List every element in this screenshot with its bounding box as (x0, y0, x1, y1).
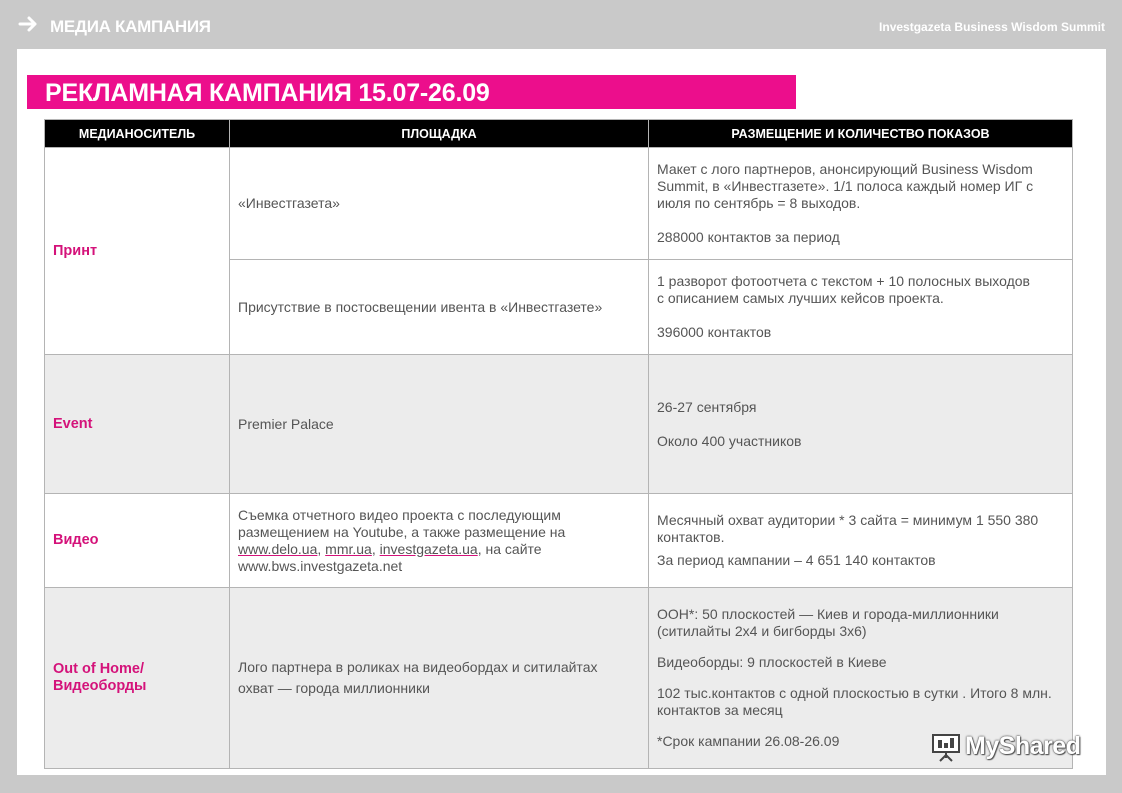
link-separator: , (317, 540, 326, 557)
summit-title: Investgazeta Business Wisdom Summit (879, 20, 1105, 34)
link-delo-ua[interactable]: www.delo.ua (238, 540, 318, 557)
arrow-right-icon (18, 14, 40, 34)
venue-cell (230, 148, 649, 260)
placement-text: OOH*: 50 плоскостей — Киев и города-миллионники (ситилайты 2х4 и бигборды 3х6) (657, 606, 999, 639)
venue-cell (230, 260, 649, 355)
venue-text (238, 507, 640, 575)
top-bar (0, 0, 1122, 48)
venue-text: Присутствие в постосвещении ивента в «Инвестгазете» (238, 298, 603, 315)
placement-text: 1 разворот фотоотчета с текстом + 10 полосных выходов (657, 273, 1030, 289)
carrier-event: Event (45, 355, 230, 494)
table-row-ooh (45, 588, 1073, 769)
placement-cell (649, 148, 1073, 260)
placement-text: Месячный охват аудитории * 3 сайта = минимум 1 550 380 контактов. (657, 512, 1039, 545)
placement-cell (649, 260, 1073, 355)
placement-text: с описанием самых лучших кейсов проекта. (657, 290, 944, 306)
placement-cell (649, 355, 1073, 494)
carrier-video: Видео (45, 494, 230, 588)
table-header-row (45, 120, 1073, 148)
header-venue: ПЛОЩАДКА (230, 120, 649, 148)
table-row-event (45, 355, 1073, 494)
venue-cell (230, 494, 649, 588)
presentation-board-icon (930, 731, 962, 763)
carrier-ooh: Out of Home/Видеоборды (45, 588, 230, 769)
carrier-print: Принт (45, 148, 230, 355)
placement-text: *Срок кампании 26.08-26.09 (657, 733, 840, 749)
placement-text: 26-27 сентября (657, 398, 757, 415)
watermark (930, 731, 1090, 765)
placement-text: 102 тыс.контактов с одной плоскостью в сутки . Итого 8 млн. контактов за месяц (657, 685, 1052, 718)
venue-text: охват — города миллионники (238, 680, 430, 696)
placement-text: 396000 контактов (657, 324, 772, 340)
placement-text: Макет с лого партнеров, анонсирующий Business Wisdom Summit, в «Инвестгазете». 1/1 полоса каждый номер ИГ с июля по сентябрь = 8 выходов. (657, 161, 1034, 211)
header-placement: РАЗМЕЩЕНИЕ И КОЛИЧЕСТВО ПОКАЗОВ (649, 120, 1073, 148)
section-title: МЕДИА КАМПАНИЯ (50, 17, 211, 36)
placement-text: Около 400 участников (657, 432, 802, 449)
placement-text: 288000 контактов за период (657, 229, 840, 245)
placement-cell (649, 494, 1073, 588)
venue-cell (230, 355, 649, 494)
table-row-video (45, 494, 1073, 588)
venue-text-tail: , на сайте www.bws.investgazeta.net (238, 540, 542, 574)
venue-text-lead: Съемка отчетного видео проекта с последующим размещением на Youtube, а также размещение на (238, 506, 566, 540)
venue-cell (230, 588, 649, 769)
placement-text: Видеоборды: 9 плоскостей в Киеве (657, 654, 887, 670)
link-separator: , (371, 540, 380, 557)
link-investgazeta-ua[interactable]: investgazeta.ua (379, 540, 478, 557)
venue-text: «Инвестгазета» (238, 195, 340, 211)
media-plan-table (44, 119, 1073, 769)
watermark-text: MyShared (965, 732, 1081, 760)
link-mmr-ua[interactable]: mmr.ua (325, 540, 372, 557)
page-title: РЕКЛАМНАЯ КАМПАНИЯ 15.07-26.09 (45, 79, 490, 107)
table-row-print-1 (45, 148, 1073, 260)
venue-text: Лого партнера в роликах на видеобордах и ситилайтах (238, 659, 598, 675)
venue-text: Premier Palace (238, 415, 334, 432)
placement-text: За период кампании – 4 651 140 контактов (657, 552, 936, 568)
header-carrier: МЕДИАНОСИТЕЛЬ (45, 120, 230, 148)
